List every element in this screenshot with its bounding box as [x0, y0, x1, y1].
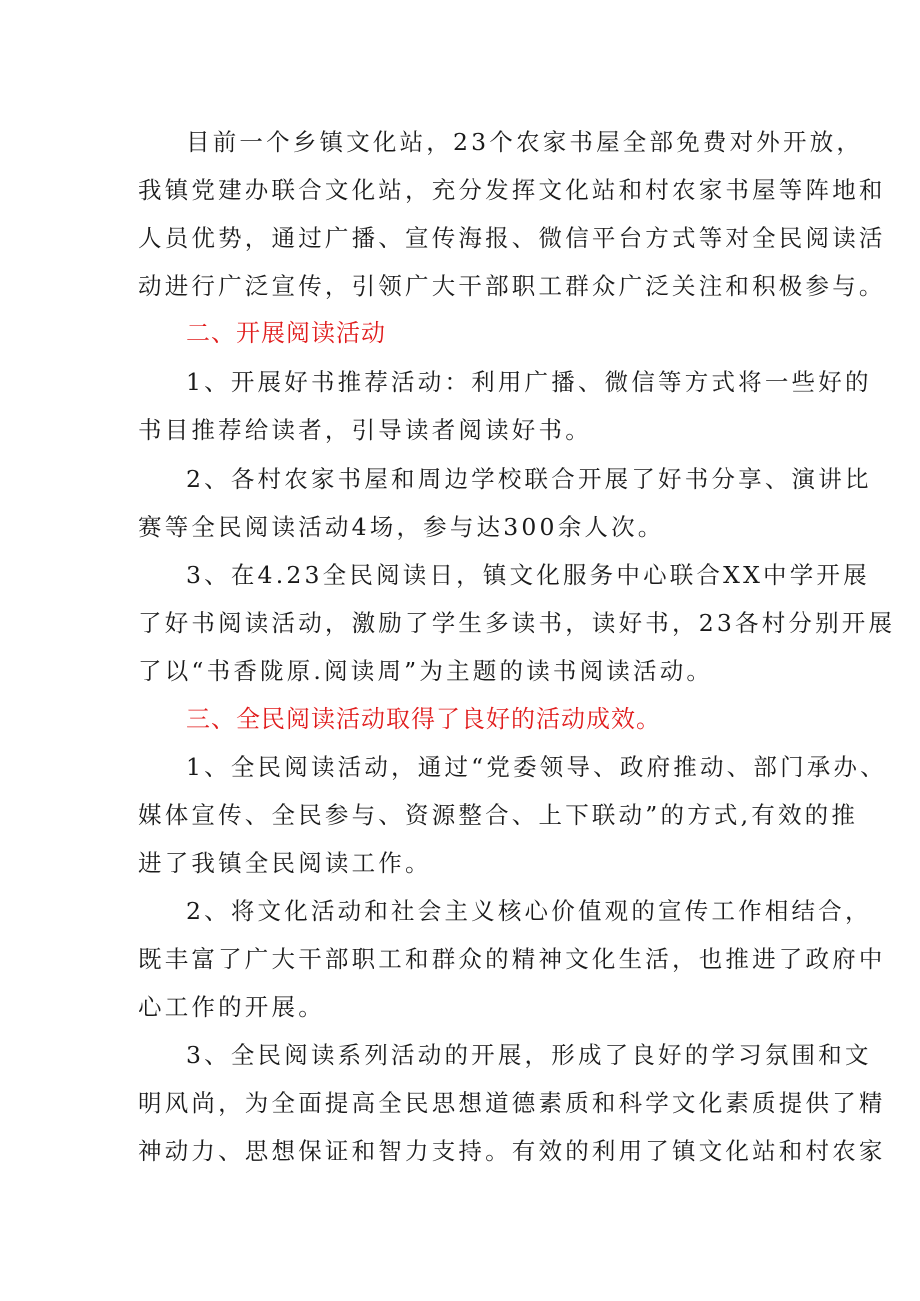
paragraph-line: 我镇党建办联合文化站，充分发挥文化站和村农家书屋等阵地和 [138, 176, 886, 204]
paragraph-line: 心工作的开展。 [138, 993, 325, 1021]
paragraph-line: 目前一个乡镇文化站，23个农家书屋全部免费对外开放， [186, 128, 864, 156]
paragraph-line: 赛等全民阅读活动4场，参与达300余人次。 [138, 513, 665, 541]
paragraph-line: 3、在4.23全民阅读日，镇文化服务中心联合XX中学开展 [186, 561, 870, 589]
paragraph-line: 了好书阅读活动，激励了学生多读书，读好书，23各村分别开展 [138, 609, 896, 637]
paragraph-line: 明风尚，为全面提高全民思想道德素质和科学文化素质提供了精 [138, 1089, 886, 1117]
paragraph-line: 1、全民阅读活动，通过“党委领导、政府推动、部门承办、 [186, 753, 887, 781]
paragraph-line: 书目推荐给读者，引导读者阅读好书。 [138, 416, 592, 444]
paragraph-line: 媒体宣传、全民参与、资源整合、上下联动”的方式,有效的推 [138, 801, 859, 829]
paragraph-line: 了以“书香陇原.阅读周”为主题的读书阅读活动。 [138, 657, 714, 685]
paragraph-line: 1、开展好书推荐活动：利用广播、微信等方式将一些好的 [186, 368, 872, 396]
paragraph-line: 2、各村农家书屋和周边学校联合开展了好书分享、演讲比 [186, 465, 872, 493]
paragraph-line: 人员优势，通过广播、宣传海报、微信平台方式等对全民阅读活 [138, 224, 886, 252]
paragraph-line: 2、将文化活动和社会主义核心价值观的宣传工作相结合， [186, 897, 872, 925]
paragraph-line: 动进行广泛宣传，引领广大干部职工群众广泛关注和积极参与。 [138, 272, 886, 300]
paragraph-line: 进了我镇全民阅读工作。 [138, 849, 432, 877]
paragraph-line: 神动力、思想保证和智力支持。有效的利用了镇文化站和村农家 [138, 1137, 886, 1165]
section-heading-3: 三、全民阅读活动取得了良好的活动成效。 [186, 705, 661, 733]
paragraph-line: 3、全民阅读系列活动的开展，形成了良好的学习氛围和文 [186, 1041, 872, 1069]
section-heading-2: 二、开展阅读活动 [186, 319, 386, 347]
paragraph-line: 既丰富了广大干部职工和群众的精神文化生活，也推进了政府中 [138, 945, 886, 973]
